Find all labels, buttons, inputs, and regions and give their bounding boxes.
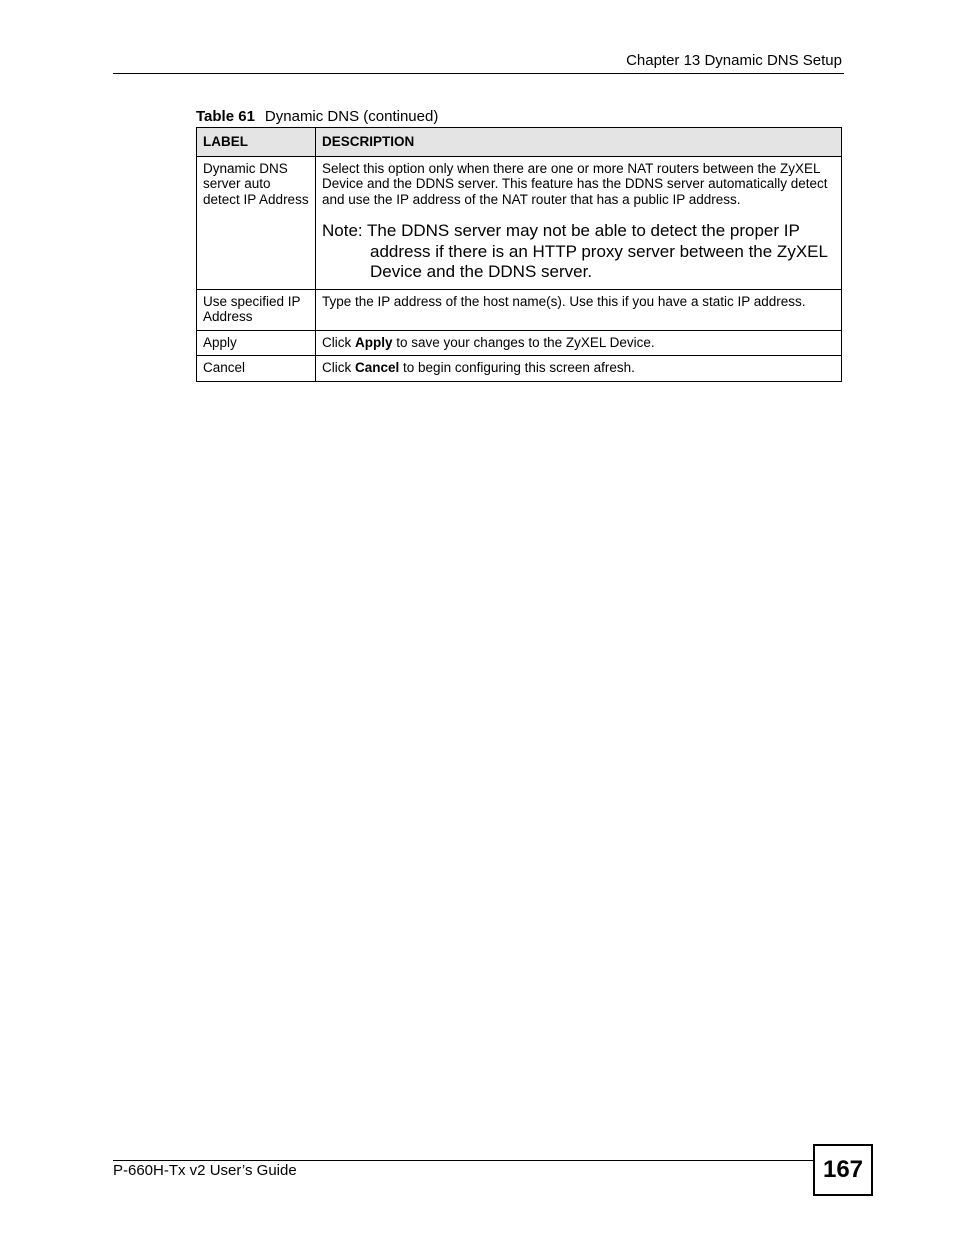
row-label: Apply [197,330,316,356]
table-row [197,356,842,382]
chapter-title: Chapter 13 Dynamic DNS Setup [626,52,842,69]
row-description-text: Select this option only when there are one or more NAT routers between the ZyXEL Device and the DDNS server. This feature has the DDNS server automatically detect and use the IP address of the NAT router that has a public IP address. [322,160,828,207]
desc-suffix: to begin configuring this screen afresh. [399,360,635,375]
table-row [197,289,842,330]
table-header-row [197,128,842,157]
row-label: Cancel [197,356,316,382]
desc-prefix: Click [322,360,355,375]
column-header-description: DESCRIPTION [316,128,842,157]
header-divider [113,73,844,74]
table-caption [196,108,438,125]
table-caption-label: Table 61 [196,108,255,125]
row-description: Type the IP address of the host name(s). Use this if you have a static IP address. [316,289,842,330]
row-label: Use specified IP Address [197,289,316,330]
row-description [316,156,842,289]
table-row [197,330,842,356]
column-header-label: LABEL [197,128,316,157]
desc-suffix: to save your changes to the ZyXEL Device. [392,334,655,350]
desc-bold-term: Cancel [355,360,400,375]
table-caption-title: Dynamic DNS (continued) [264,108,439,125]
desc-prefix: Click [322,334,355,350]
desc-bold-term: Apply [355,334,393,350]
guide-title: P-660H-Tx v2 User’s Guide [113,1162,297,1179]
page-number: 167 [813,1144,873,1196]
footer-divider [113,1160,813,1161]
row-description [316,330,842,356]
dynamic-dns-table [196,127,842,382]
row-label: Dynamic DNS server auto detect IP Address [197,156,316,289]
table-row [197,156,842,289]
row-description [316,356,842,382]
note-text: Note: The DDNS server may not be able to detect the proper IP address if there is an HTTP proxy server between the ZyXEL Device and the DDNS server. [322,221,828,281]
